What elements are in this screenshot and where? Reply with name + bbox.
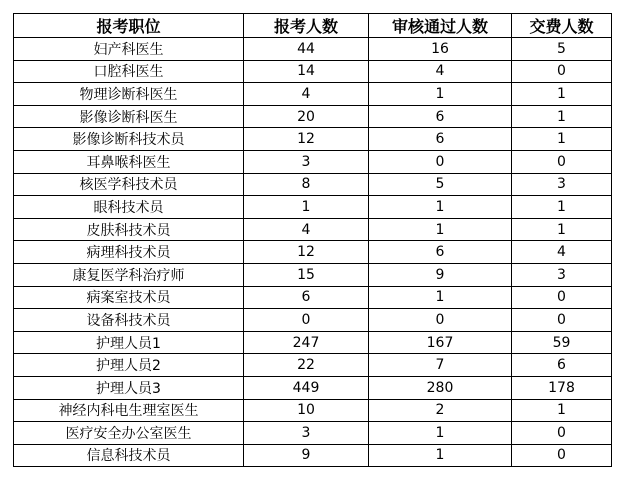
cell-approved: 1 xyxy=(369,444,512,467)
cell-position: 护理人员2 xyxy=(14,354,244,377)
cell-paid: 0 xyxy=(512,309,612,332)
cell-approved: 280 xyxy=(369,376,512,399)
table-row xyxy=(14,196,612,219)
cell-paid: 3 xyxy=(512,173,612,196)
cell-applicants: 3 xyxy=(244,422,369,445)
cell-position: 康复医学科治疗师 xyxy=(14,263,244,286)
cell-approved: 4 xyxy=(369,60,512,83)
cell-paid: 1 xyxy=(512,105,612,128)
cell-position: 神经内科电生理室医生 xyxy=(14,399,244,422)
cell-position: 物理诊断科医生 xyxy=(14,83,244,106)
table-row xyxy=(14,354,612,377)
cell-paid: 1 xyxy=(512,196,612,219)
cell-position: 影像诊断科医生 xyxy=(14,105,244,128)
header-position: 报考职位 xyxy=(14,14,244,38)
cell-applicants: 449 xyxy=(244,376,369,399)
cell-approved: 16 xyxy=(369,38,512,61)
table-row xyxy=(14,38,612,61)
cell-position: 眼科技术员 xyxy=(14,196,244,219)
cell-paid: 1 xyxy=(512,218,612,241)
header-approved: 审核通过人数 xyxy=(369,14,512,38)
cell-position: 信息科技术员 xyxy=(14,444,244,467)
table-row xyxy=(14,286,612,309)
applicant-statistics-table xyxy=(13,13,612,467)
cell-applicants: 22 xyxy=(244,354,369,377)
table-row xyxy=(14,83,612,106)
cell-applicants: 3 xyxy=(244,150,369,173)
cell-applicants: 1 xyxy=(244,196,369,219)
cell-position: 耳鼻喉科医生 xyxy=(14,150,244,173)
cell-approved: 6 xyxy=(369,105,512,128)
cell-paid: 3 xyxy=(512,263,612,286)
cell-paid: 178 xyxy=(512,376,612,399)
cell-applicants: 247 xyxy=(244,331,369,354)
cell-applicants: 4 xyxy=(244,83,369,106)
table-row xyxy=(14,399,612,422)
cell-approved: 1 xyxy=(369,196,512,219)
cell-applicants: 44 xyxy=(244,38,369,61)
table-row xyxy=(14,173,612,196)
table-row xyxy=(14,128,612,151)
cell-paid: 0 xyxy=(512,422,612,445)
cell-approved: 2 xyxy=(369,399,512,422)
cell-approved: 9 xyxy=(369,263,512,286)
cell-position: 医疗安全办公室医生 xyxy=(14,422,244,445)
cell-applicants: 9 xyxy=(244,444,369,467)
table-row xyxy=(14,331,612,354)
cell-position: 护理人员3 xyxy=(14,376,244,399)
header-paid: 交费人数 xyxy=(512,14,612,38)
cell-approved: 0 xyxy=(369,309,512,332)
table-row xyxy=(14,376,612,399)
table-row xyxy=(14,218,612,241)
table-row xyxy=(14,422,612,445)
table-row xyxy=(14,60,612,83)
table-row xyxy=(14,150,612,173)
cell-paid: 1 xyxy=(512,128,612,151)
cell-paid: 0 xyxy=(512,286,612,309)
table-row xyxy=(14,444,612,467)
cell-approved: 6 xyxy=(369,241,512,264)
cell-paid: 1 xyxy=(512,83,612,106)
cell-paid: 59 xyxy=(512,331,612,354)
table-row xyxy=(14,263,612,286)
cell-position: 口腔科医生 xyxy=(14,60,244,83)
header-applicants: 报考人数 xyxy=(244,14,369,38)
cell-position: 皮肤科技术员 xyxy=(14,218,244,241)
cell-applicants: 4 xyxy=(244,218,369,241)
cell-position: 设备科技术员 xyxy=(14,309,244,332)
cell-approved: 5 xyxy=(369,173,512,196)
cell-paid: 0 xyxy=(512,150,612,173)
table-row xyxy=(14,241,612,264)
cell-approved: 7 xyxy=(369,354,512,377)
cell-paid: 1 xyxy=(512,399,612,422)
cell-applicants: 12 xyxy=(244,128,369,151)
cell-applicants: 10 xyxy=(244,399,369,422)
table-row xyxy=(14,309,612,332)
cell-applicants: 8 xyxy=(244,173,369,196)
cell-applicants: 20 xyxy=(244,105,369,128)
table-row xyxy=(14,105,612,128)
cell-approved: 6 xyxy=(369,128,512,151)
cell-paid: 0 xyxy=(512,60,612,83)
cell-approved: 167 xyxy=(369,331,512,354)
cell-position: 核医学科技术员 xyxy=(14,173,244,196)
cell-position: 病理科技术员 xyxy=(14,241,244,264)
cell-applicants: 12 xyxy=(244,241,369,264)
cell-approved: 1 xyxy=(369,83,512,106)
cell-position: 病案室技术员 xyxy=(14,286,244,309)
cell-position: 影像诊断科技术员 xyxy=(14,128,244,151)
cell-paid: 6 xyxy=(512,354,612,377)
cell-paid: 5 xyxy=(512,38,612,61)
cell-applicants: 0 xyxy=(244,309,369,332)
cell-applicants: 14 xyxy=(244,60,369,83)
cell-position: 妇产科医生 xyxy=(14,38,244,61)
cell-position: 护理人员1 xyxy=(14,331,244,354)
cell-approved: 1 xyxy=(369,422,512,445)
cell-applicants: 6 xyxy=(244,286,369,309)
cell-approved: 1 xyxy=(369,218,512,241)
cell-approved: 0 xyxy=(369,150,512,173)
cell-applicants: 15 xyxy=(244,263,369,286)
cell-paid: 0 xyxy=(512,444,612,467)
header-row xyxy=(14,14,612,38)
cell-approved: 1 xyxy=(369,286,512,309)
cell-paid: 4 xyxy=(512,241,612,264)
